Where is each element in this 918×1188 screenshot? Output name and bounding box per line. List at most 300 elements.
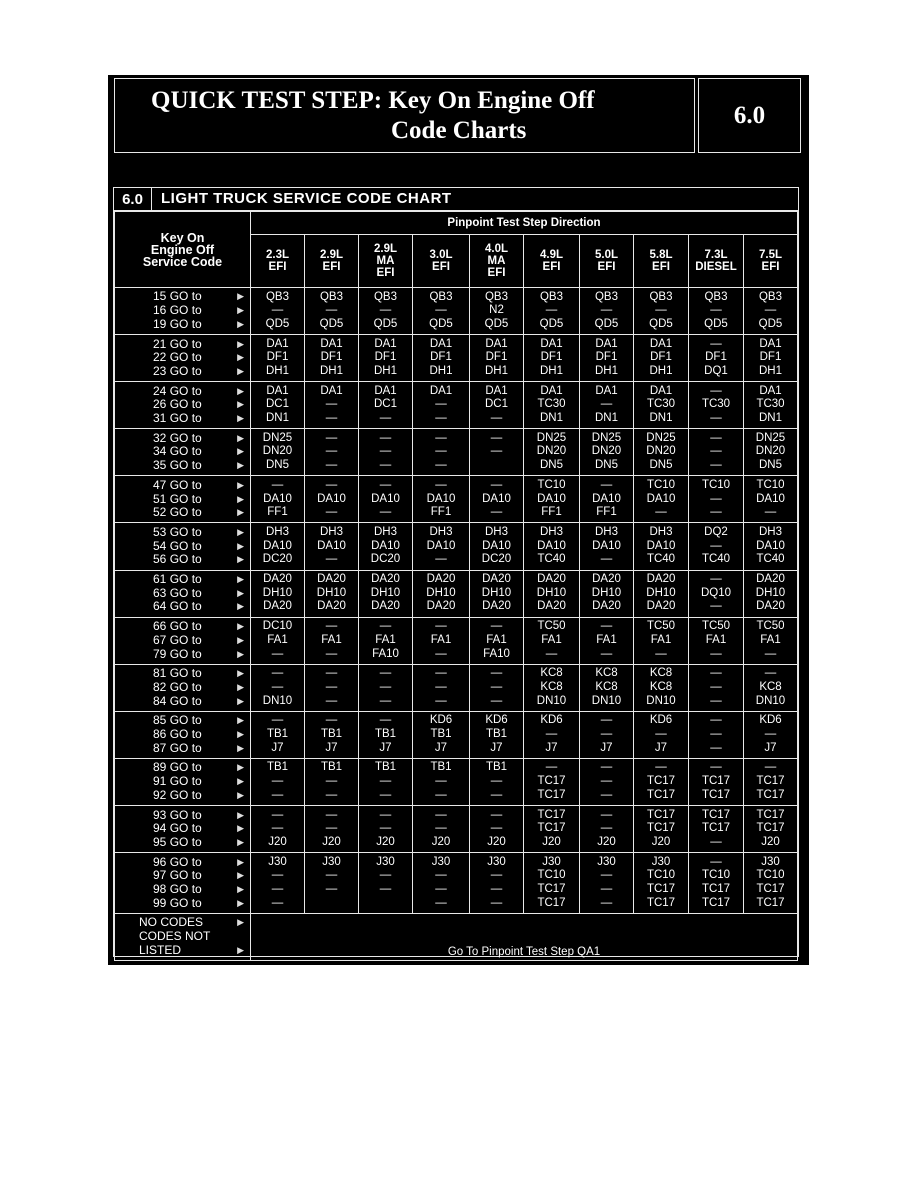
- test-step-code: TC50: [756, 620, 785, 633]
- dash-marker: —: [655, 506, 667, 519]
- test-step-code: TB1: [320, 761, 343, 774]
- test-step-code: QD5: [649, 317, 673, 330]
- arrow-right-icon: ▶: [237, 493, 244, 504]
- go-to-label: GO to: [169, 458, 202, 473]
- test-step-code: TC30: [701, 398, 731, 411]
- test-step-cell: [305, 853, 359, 914]
- test-step-code: FA1: [486, 633, 507, 646]
- dash-marker: —: [435, 398, 447, 411]
- code-group-row: [115, 664, 798, 711]
- dash-marker: —: [600, 647, 613, 660]
- arrow-right-icon: ▶: [237, 715, 244, 726]
- go-to-label: GO to: [169, 572, 202, 587]
- go-to-label: GO to: [169, 774, 202, 789]
- test-step-code: DQ2: [704, 525, 728, 538]
- test-step-code: DH10: [591, 586, 622, 599]
- test-step-code: DN25: [262, 431, 293, 444]
- dash-marker: —: [710, 647, 722, 660]
- service-code-cell: [115, 335, 251, 382]
- dash-marker: —: [490, 506, 503, 519]
- test-step-cell: [634, 335, 689, 382]
- dash-marker: —: [710, 667, 722, 680]
- test-step-cell: [689, 664, 744, 711]
- test-step-code: DA10: [426, 539, 456, 552]
- code-number: 96: [153, 854, 167, 869]
- service-code-line: [115, 506, 250, 520]
- test-step-cell: [744, 664, 798, 711]
- go-to-label: GO to: [169, 760, 202, 775]
- test-step-cell: [251, 617, 305, 664]
- service-code-line: [115, 600, 250, 614]
- go-to-label: GO to: [169, 679, 202, 694]
- engine-column-header: [524, 235, 580, 288]
- test-step-code: QD5: [539, 317, 564, 330]
- test-step-code: J7: [490, 741, 503, 754]
- test-step-code: TC17: [701, 775, 731, 788]
- dash-marker: —: [325, 412, 338, 425]
- arrow-right-icon: ▶: [237, 385, 244, 396]
- test-step-cell: [305, 664, 359, 711]
- dash-marker: —: [710, 492, 722, 505]
- arrow-right-icon: ▶: [237, 601, 244, 612]
- dash-marker: —: [379, 714, 392, 727]
- code-number: 34: [153, 444, 167, 459]
- test-step-code: DH1: [265, 364, 289, 377]
- test-step-code: DA20: [646, 573, 676, 586]
- test-step-code: DH10: [316, 586, 347, 599]
- section-number: 6.0: [698, 78, 801, 153]
- test-step-code: DN10: [755, 694, 786, 707]
- code-number: 22: [153, 350, 167, 365]
- dash-marker: —: [764, 728, 777, 741]
- arrow-right-icon: ▶: [237, 318, 244, 329]
- dash-marker: —: [600, 788, 613, 801]
- service-code-line: [115, 526, 250, 540]
- test-step-code: DH10: [262, 586, 293, 599]
- column-header-line: 4.0L: [484, 243, 508, 255]
- arrow-right-icon: ▶: [237, 695, 244, 706]
- test-step-code: DN20: [646, 445, 676, 458]
- test-step-code: J7: [654, 741, 668, 754]
- test-step-code: DA10: [317, 539, 346, 552]
- dash-marker: —: [600, 553, 613, 566]
- dash-marker: —: [655, 761, 667, 774]
- go-to-label: GO to: [169, 882, 202, 897]
- test-step-code: DA10: [482, 492, 511, 505]
- dash-marker: —: [764, 647, 777, 660]
- test-step-cell: [413, 758, 470, 805]
- test-step-code: QB3: [758, 290, 782, 303]
- go-to-label: GO to: [169, 430, 202, 445]
- service-code-line: [115, 897, 250, 911]
- test-step-code: DA20: [482, 573, 511, 586]
- test-step-code: DA20: [482, 600, 511, 613]
- test-step-code: DA10: [592, 539, 621, 552]
- test-step-cell: [413, 853, 470, 914]
- test-step-cell: [524, 335, 580, 382]
- dash-marker: —: [764, 506, 777, 519]
- test-step-cell: [251, 711, 305, 758]
- test-step-code: KC8: [540, 667, 563, 680]
- test-step-code: DN25: [755, 431, 786, 444]
- test-step-code: DH10: [646, 586, 676, 599]
- test-step-code: TC17: [646, 883, 676, 896]
- column-header-line: DIESEL: [695, 261, 737, 273]
- dash-marker: —: [271, 714, 284, 727]
- dash-marker: —: [490, 808, 503, 821]
- column-header-line: 3.0L: [429, 249, 453, 261]
- go-to-label: GO to: [169, 585, 202, 600]
- test-step-cell: [470, 335, 524, 382]
- dash-marker: —: [379, 478, 392, 491]
- test-step-cell: [413, 523, 470, 570]
- arrow-right-icon: ▶: [237, 870, 244, 881]
- test-step-code: TC17: [646, 822, 676, 835]
- service-code-line: [115, 365, 250, 379]
- dash-marker: —: [764, 304, 777, 317]
- no-codes-row: [115, 913, 798, 960]
- dash-marker: —: [325, 478, 338, 491]
- test-step-code: TC10: [701, 478, 731, 491]
- arrow-right-icon: ▶: [237, 944, 244, 955]
- go-to-label: GO to: [169, 289, 202, 304]
- code-group-row: [115, 476, 798, 523]
- dash-marker: —: [379, 883, 392, 896]
- test-step-code: DA20: [371, 573, 400, 586]
- test-step-cell: [634, 523, 689, 570]
- arrow-right-icon: ▶: [237, 305, 244, 316]
- test-step-cell: [524, 429, 580, 476]
- test-step-code: DN20: [591, 445, 622, 458]
- test-step-cell: [359, 664, 413, 711]
- test-step-cell: [305, 758, 359, 805]
- test-step-code: DN5: [539, 459, 563, 472]
- test-step-code: DA10: [482, 539, 511, 552]
- test-step-code: DH1: [373, 364, 397, 377]
- test-step-code: DH10: [426, 586, 456, 599]
- test-step-code: DA10: [646, 492, 676, 505]
- service-code-cell: [115, 806, 251, 853]
- test-step-code: TC10: [756, 869, 785, 882]
- test-step-cell: [359, 476, 413, 523]
- dash-marker: —: [379, 869, 392, 882]
- test-step-code: DC1: [373, 398, 397, 411]
- dash-marker: —: [490, 896, 503, 909]
- dash-marker: —: [600, 896, 613, 909]
- test-step-cell: [524, 664, 580, 711]
- test-step-code: FF1: [430, 506, 452, 519]
- service-code-cell: [115, 570, 251, 617]
- test-step-code: TC30: [646, 398, 676, 411]
- dash-marker: —: [379, 459, 392, 472]
- code-number: 19: [153, 316, 167, 331]
- column-header-line: 7.5L: [758, 249, 782, 261]
- code-number: 51: [153, 491, 167, 506]
- service-code-line: [115, 809, 250, 823]
- test-step-code: DH10: [536, 586, 567, 599]
- key-header-line: Service Code: [142, 254, 223, 269]
- service-code-line: [115, 412, 250, 426]
- test-step-code: DA10: [592, 492, 621, 505]
- test-step-code: TC40: [646, 553, 676, 566]
- test-step-code: DA20: [317, 573, 346, 586]
- dash-marker: —: [490, 694, 503, 707]
- column-header-line: 7.3L: [704, 249, 728, 261]
- test-step-cell: [251, 288, 305, 335]
- service-code-cell: [115, 476, 251, 523]
- test-step-cell: [524, 382, 580, 429]
- test-step-code: FA1: [321, 633, 342, 646]
- dash-marker: —: [325, 304, 338, 317]
- service-code-line: [115, 553, 250, 567]
- test-step-cell: [689, 711, 744, 758]
- code-number: 93: [153, 807, 167, 822]
- dash-marker: —: [325, 680, 338, 693]
- test-step-code: TC17: [756, 883, 785, 896]
- service-code-cell: [115, 664, 251, 711]
- test-step-cell: [413, 570, 470, 617]
- arrow-right-icon: ▶: [237, 809, 244, 820]
- code-number: 61: [153, 572, 167, 587]
- test-step-code: DA10: [537, 492, 566, 505]
- test-step-code: DF1: [374, 351, 397, 364]
- test-step-code: DA20: [756, 600, 785, 613]
- test-step-code: DA20: [426, 573, 456, 586]
- column-header-line: EFI: [376, 267, 395, 279]
- service-code-line: [115, 714, 250, 728]
- test-step-code: DA20: [317, 600, 346, 613]
- engine-column-header: [413, 235, 470, 288]
- test-step-code: DH1: [539, 364, 563, 377]
- code-number: 94: [153, 821, 167, 836]
- arrow-right-icon: ▶: [237, 291, 244, 302]
- go-to-pinpoint-qa1: Go To Pinpoint Test Step QA1: [251, 913, 798, 960]
- dash-marker: —: [271, 680, 284, 693]
- test-step-cell: [305, 806, 359, 853]
- test-step-code: DH3: [594, 525, 618, 538]
- service-code-line: [115, 634, 250, 648]
- test-step-cell: [251, 476, 305, 523]
- column-header-line: EFI: [487, 267, 506, 279]
- test-step-cell: [744, 758, 798, 805]
- test-step-code: DA20: [371, 600, 400, 613]
- test-step-code: J7: [271, 741, 284, 754]
- test-step-cell: [634, 288, 689, 335]
- test-step-code: TC30: [537, 398, 566, 411]
- test-step-code: DC20: [370, 553, 401, 566]
- service-code-line: [115, 445, 250, 459]
- dash-marker: —: [600, 728, 613, 741]
- arrow-right-icon: ▶: [237, 856, 244, 867]
- column-header-line: EFI: [322, 261, 341, 273]
- test-step-cell: [524, 617, 580, 664]
- code-number: 26: [153, 397, 167, 412]
- test-step-cell: [580, 617, 634, 664]
- test-step-cell: [413, 806, 470, 853]
- test-step-code: DF1: [540, 351, 563, 364]
- test-step-cell: [744, 288, 798, 335]
- test-step-cell: [251, 853, 305, 914]
- test-step-cell: [634, 853, 689, 914]
- service-code-line: [115, 648, 250, 662]
- test-step-code: TC17: [537, 808, 566, 821]
- test-step-code: TB1: [266, 728, 289, 741]
- dash-marker: —: [600, 869, 613, 882]
- test-step-code: DA1: [374, 384, 397, 397]
- dash-marker: —: [435, 431, 447, 444]
- test-step-code: QD5: [319, 317, 344, 330]
- test-step-code: J30: [431, 855, 451, 868]
- dash-marker: —: [379, 808, 392, 821]
- engine-column-header: [634, 235, 689, 288]
- test-step-cell: [634, 570, 689, 617]
- column-header-line: EFI: [652, 261, 670, 273]
- test-step-code: DA20: [537, 600, 566, 613]
- test-step-code: DA10: [537, 539, 566, 552]
- test-step-code: TC10: [537, 869, 566, 882]
- code-number: 89: [153, 760, 167, 775]
- code-number: 32: [153, 430, 167, 445]
- test-step-code: QD5: [265, 317, 290, 330]
- code-number: 64: [153, 599, 167, 614]
- test-step-cell: [689, 570, 744, 617]
- chart-number: 6.0: [114, 188, 152, 210]
- column-header-line: EFI: [761, 261, 780, 273]
- code-group-row: [115, 853, 798, 914]
- dash-marker: —: [490, 680, 503, 693]
- go-to-label: GO to: [169, 538, 202, 553]
- test-step-cell: [470, 758, 524, 805]
- code-group-row: [115, 288, 798, 335]
- arrow-right-icon: ▶: [237, 526, 244, 537]
- dash-marker: —: [325, 667, 338, 680]
- go-to-label: GO to: [169, 363, 202, 378]
- service-code-line: [115, 351, 250, 365]
- column-header-line: 5.8L: [649, 249, 673, 261]
- dash-marker: —: [435, 478, 447, 491]
- test-step-code: DN5: [758, 459, 782, 472]
- service-code-line: [115, 573, 250, 587]
- test-step-code: J7: [325, 741, 338, 754]
- key-on-engine-off-header: [115, 212, 251, 288]
- dash-marker: —: [710, 445, 722, 458]
- dash-marker: —: [490, 883, 503, 896]
- column-header-line: EFI: [268, 261, 287, 273]
- go-to-label: GO to: [169, 383, 202, 398]
- dash-marker: —: [710, 304, 722, 317]
- dash-marker: —: [325, 869, 338, 882]
- test-step-code: DA1: [485, 384, 508, 397]
- service-code-line: [115, 620, 250, 634]
- service-code-line: [115, 789, 250, 803]
- go-to-label: GO to: [169, 350, 202, 365]
- test-step-code: DN25: [536, 431, 567, 444]
- service-code-line: [115, 398, 250, 412]
- dash-marker: —: [379, 788, 392, 801]
- test-step-code: QB3: [539, 290, 563, 303]
- engine-column-header: [359, 235, 413, 288]
- test-step-code: TB1: [320, 728, 343, 741]
- test-step-cell: [413, 664, 470, 711]
- test-step-code: TC10: [701, 869, 731, 882]
- go-to-label: GO to: [169, 713, 202, 728]
- test-step-code: DA1: [374, 337, 397, 350]
- dash-marker: —: [710, 459, 722, 472]
- dash-marker: —: [379, 412, 392, 425]
- code-number: 47: [153, 477, 167, 492]
- test-step-code: J7: [379, 741, 392, 754]
- go-to-label: GO to: [169, 411, 202, 426]
- dash-marker: —: [490, 822, 503, 835]
- test-step-cell: [470, 523, 524, 570]
- code-number: 84: [153, 693, 167, 708]
- no-codes-line: [115, 944, 250, 958]
- code-number: 97: [153, 868, 167, 883]
- go-to-label: GO to: [169, 599, 202, 614]
- dash-marker: —: [710, 384, 722, 397]
- test-step-cell: [580, 288, 634, 335]
- test-step-code: DA20: [646, 600, 676, 613]
- dash-marker: —: [379, 506, 392, 519]
- code-number: 52: [153, 505, 167, 520]
- column-header-line: MA: [487, 255, 506, 267]
- test-step-code: DA1: [540, 337, 563, 350]
- dash-marker: —: [490, 445, 503, 458]
- test-step-code: J30: [761, 855, 780, 868]
- arrow-right-icon: ▶: [237, 823, 244, 834]
- service-code-line: [115, 742, 250, 756]
- dash-marker: —: [490, 788, 503, 801]
- dash-marker: —: [600, 808, 613, 821]
- test-step-code: DF1: [595, 351, 618, 364]
- test-step-code: DC10: [262, 620, 293, 633]
- test-step-cell: [744, 429, 798, 476]
- test-step-code: DN1: [594, 412, 618, 425]
- dash-marker: —: [600, 304, 613, 317]
- test-step-cell: [580, 758, 634, 805]
- service-code-line: [115, 479, 250, 493]
- test-step-cell: [580, 476, 634, 523]
- test-step-code: DH3: [649, 525, 673, 538]
- dash-marker: —: [325, 808, 338, 821]
- test-step-cell: [744, 523, 798, 570]
- test-step-code: DA20: [756, 573, 785, 586]
- test-step-code: FA1: [375, 633, 396, 646]
- dash-marker: —: [545, 304, 558, 317]
- dash-marker: —: [325, 788, 338, 801]
- arrow-right-icon: ▶: [237, 648, 244, 659]
- go-to-label: GO to: [169, 552, 202, 567]
- no-codes-text: LISTED: [139, 942, 182, 957]
- test-step-code: J30: [376, 855, 395, 868]
- dash-marker: —: [325, 431, 338, 444]
- test-step-code: DA10: [426, 492, 456, 505]
- test-step-cell: [524, 523, 580, 570]
- test-step-code: TC10: [646, 869, 676, 882]
- test-step-code: DN20: [755, 445, 786, 458]
- code-group-row: [115, 570, 798, 617]
- code-number: 31: [153, 411, 167, 426]
- dash-marker: —: [271, 788, 284, 801]
- test-step-code: QB3: [429, 290, 453, 303]
- test-step-code: QB3: [373, 290, 397, 303]
- code-number: 23: [153, 363, 167, 378]
- test-step-code: KD6: [540, 714, 563, 727]
- test-step-code: DH3: [429, 525, 453, 538]
- code-number: 53: [153, 524, 167, 539]
- test-step-cell: [744, 476, 798, 523]
- dash-marker: —: [490, 775, 503, 788]
